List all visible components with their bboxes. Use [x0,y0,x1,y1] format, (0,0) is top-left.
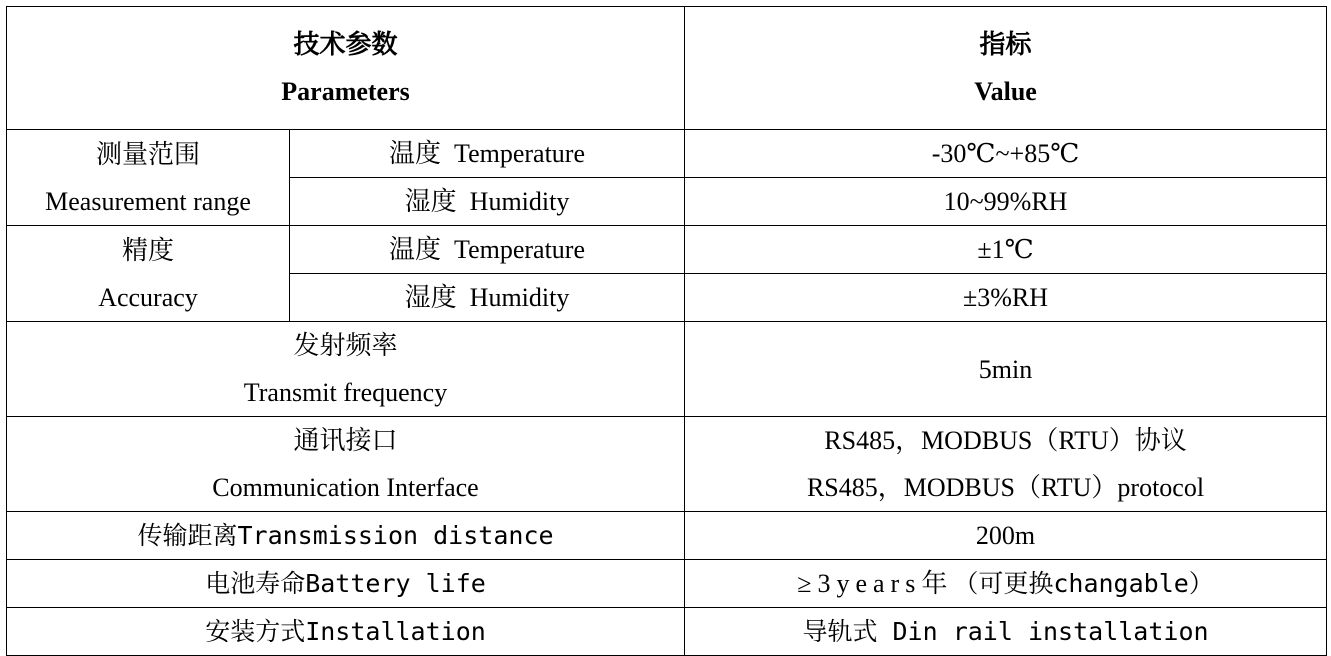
table-row [7,322,1327,417]
communication-interface-label-en: Communication Interface [212,473,479,502]
table-row [7,560,1327,608]
range-humidity-value: 10~99%RH [685,178,1327,226]
parameters-header [7,7,685,130]
transmission-distance-label: 传输距离Transmission distance [7,512,685,560]
table-row [7,512,1327,560]
transmit-frequency-label-cn: 发射频率 [293,331,398,360]
spec-table [6,6,1327,656]
communication-interface-value-cn: RS485，MODBUS（RTU）协议 [824,426,1187,455]
battery-life-label: 电池寿命Battery life [7,560,685,608]
table-row [7,226,1327,274]
communication-interface-label [7,417,685,512]
accuracy-humidity-label: 湿度 Humidity [290,274,685,322]
battery-life-note: （可更换changable） [953,569,1214,598]
installation-value: 导轨式 Din rail installation [685,608,1327,656]
communication-interface-value-en: RS485，MODBUS（RTU）protocol [806,473,1205,502]
battery-life-years: ≥3years年 [797,569,954,598]
value-header [685,7,1327,130]
range-temperature-label: 温度 Temperature [290,130,685,178]
transmit-frequency-label-en: Transmit frequency [243,378,448,407]
measurement-range-label-en: Measurement range [45,186,251,216]
communication-interface-label-cn: 通讯接口 [293,426,398,455]
communication-interface-value [685,417,1327,512]
transmit-frequency-value: 5min [685,322,1327,417]
header-row [7,7,1327,130]
accuracy-label-en: Accuracy [98,282,198,312]
value-header-en: Value [974,77,1037,106]
table-row [7,130,1327,178]
value-header-cn: 指标 [979,30,1032,59]
accuracy-humidity-value: ±3%RH [685,274,1327,322]
accuracy-label-cn: 精度 [121,235,174,265]
measurement-range-label [7,130,290,226]
battery-life-value [685,560,1327,608]
range-humidity-label: 湿度 Humidity [290,178,685,226]
accuracy-temperature-label: 温度 Temperature [290,226,685,274]
table-row [7,417,1327,512]
table-row [7,608,1327,656]
parameters-header-cn: 技术参数 [293,30,398,59]
range-temperature-value: -30℃~+85℃ [685,130,1327,178]
transmission-distance-value: 200m [685,512,1327,560]
accuracy-temperature-value: ±1℃ [685,226,1327,274]
installation-label: 安装方式Installation [7,608,685,656]
transmit-frequency-label [7,322,685,417]
accuracy-label [7,226,290,322]
parameters-header-en: Parameters [281,77,410,106]
measurement-range-label-cn: 测量范围 [95,139,200,169]
